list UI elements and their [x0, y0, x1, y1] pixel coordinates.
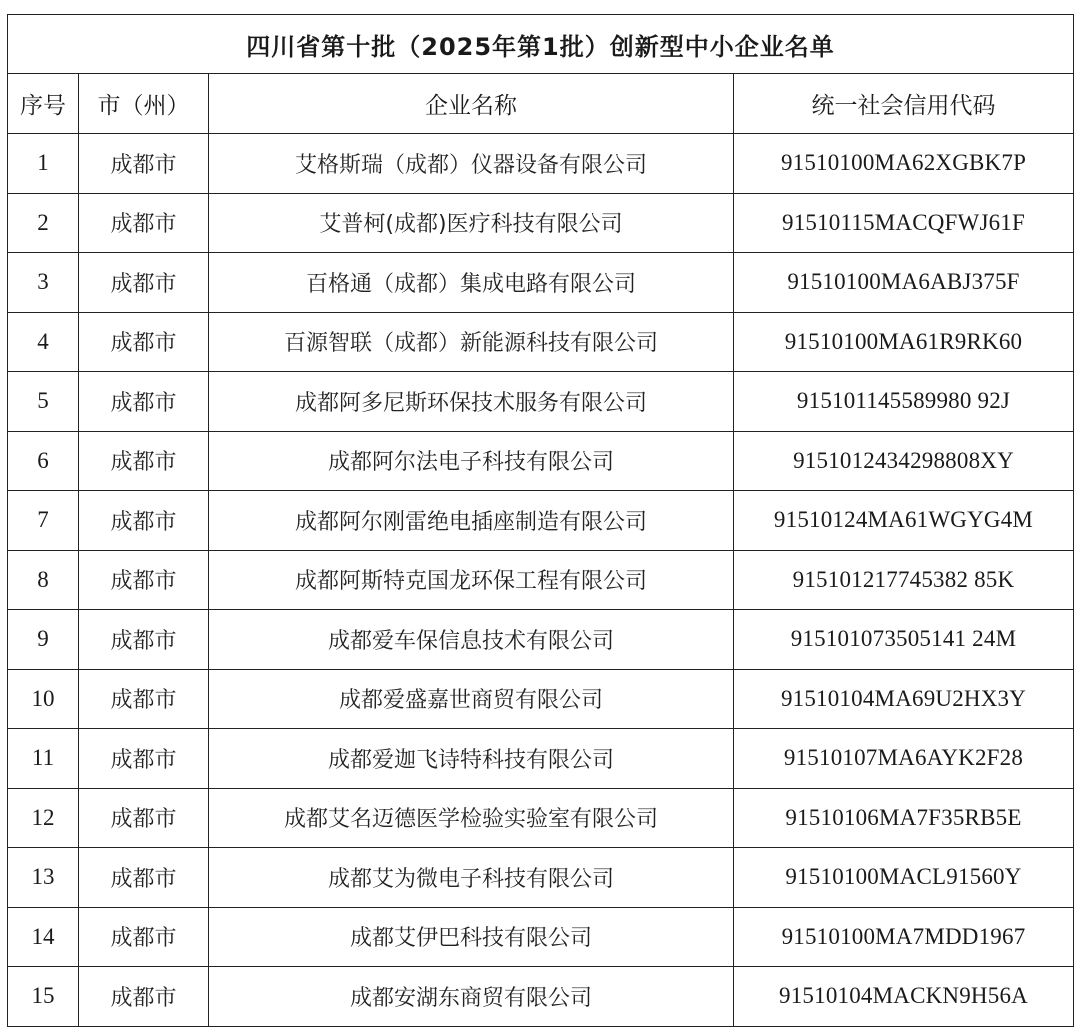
document-sheet: [7, 14, 1073, 1027]
row-company-name: 成都阿尔刚雷绝电插座制造有限公司: [209, 491, 734, 551]
row-city: 成都市: [79, 907, 209, 967]
row-company-name: 成都阿多尼斯环保技术服务有限公司: [209, 372, 734, 432]
row-credit-code: 91510115MACQFWJ61F: [734, 193, 1074, 253]
row-index: 2: [8, 193, 79, 253]
row-company-name: 成都安湖东商贸有限公司: [209, 967, 734, 1027]
row-index: 3: [8, 253, 79, 313]
row-company-name: 成都艾伊巴科技有限公司: [209, 907, 734, 967]
row-company-name: 成都艾为微电子科技有限公司: [209, 848, 734, 908]
row-index: 11: [8, 729, 79, 789]
row-city: 成都市: [79, 788, 209, 848]
row-credit-code: 91510106MA7F35RB5E: [734, 788, 1074, 848]
row-company-name: 成都爱迦飞诗特科技有限公司: [209, 729, 734, 789]
row-company-name: 百格通（成都）集成电路有限公司: [209, 253, 734, 313]
row-company-name: 成都爱车保信息技术有限公司: [209, 610, 734, 670]
row-credit-code: 91510100MACL91560Y: [734, 848, 1074, 908]
row-index: 4: [8, 312, 79, 372]
row-city: 成都市: [79, 134, 209, 194]
table-row: [8, 967, 1074, 1027]
page-title: 四川省第十批（2025年第1批）创新型中小企业名单: [8, 15, 1074, 74]
row-credit-code: 9151012434298808XY: [734, 431, 1074, 491]
row-credit-code: 91510124MA61WGYG4M: [734, 491, 1074, 551]
header-index: 序号: [8, 74, 79, 134]
row-city: 成都市: [79, 193, 209, 253]
table-row: [8, 610, 1074, 670]
row-index: 1: [8, 134, 79, 194]
row-company-name: 成都阿斯特克国龙环保工程有限公司: [209, 550, 734, 610]
row-company-name: 百源智联（成都）新能源科技有限公司: [209, 312, 734, 372]
table-row: [8, 253, 1074, 313]
table-row: [8, 848, 1074, 908]
table-row: [8, 729, 1074, 789]
enterprise-list-table: [7, 14, 1074, 1027]
row-credit-code: 915101217745382 85K: [734, 550, 1074, 610]
row-city: 成都市: [79, 491, 209, 551]
row-city: 成都市: [79, 372, 209, 432]
row-credit-code: 91510100MA61R9RK60: [734, 312, 1074, 372]
row-credit-code: 91510100MA62XGBK7P: [734, 134, 1074, 194]
table-row: [8, 134, 1074, 194]
row-index: 6: [8, 431, 79, 491]
row-index: 14: [8, 907, 79, 967]
row-city: 成都市: [79, 669, 209, 729]
row-index: 12: [8, 788, 79, 848]
row-credit-code: 915101145589980 92J: [734, 372, 1074, 432]
table-row: [8, 193, 1074, 253]
row-index: 8: [8, 550, 79, 610]
row-index: 10: [8, 669, 79, 729]
row-company-name: 成都艾名迈德医学检验实验室有限公司: [209, 788, 734, 848]
table-row: [8, 788, 1074, 848]
table-row: [8, 491, 1074, 551]
row-index: 7: [8, 491, 79, 551]
row-city: 成都市: [79, 312, 209, 372]
row-city: 成都市: [79, 610, 209, 670]
row-city: 成都市: [79, 967, 209, 1027]
row-credit-code: 91510100MA7MDD1967: [734, 907, 1074, 967]
header-row: [8, 74, 1074, 134]
row-company-name: 艾格斯瑞（成都）仪器设备有限公司: [209, 134, 734, 194]
row-company-name: 成都爱盛嘉世商贸有限公司: [209, 669, 734, 729]
row-city: 成都市: [79, 253, 209, 313]
title-row: [8, 15, 1074, 74]
row-credit-code: 91510104MACKN9H56A: [734, 967, 1074, 1027]
row-index: 13: [8, 848, 79, 908]
table-row: [8, 372, 1074, 432]
table-row: [8, 907, 1074, 967]
row-index: 9: [8, 610, 79, 670]
table-row: [8, 550, 1074, 610]
row-city: 成都市: [79, 431, 209, 491]
table-row: [8, 669, 1074, 729]
row-index: 5: [8, 372, 79, 432]
row-city: 成都市: [79, 729, 209, 789]
header-code: 统一社会信用代码: [734, 74, 1074, 134]
row-index: 15: [8, 967, 79, 1027]
row-credit-code: 91510107MA6AYK2F28: [734, 729, 1074, 789]
row-company-name: 成都阿尔法电子科技有限公司: [209, 431, 734, 491]
table-row: [8, 312, 1074, 372]
header-city: 市（州）: [79, 74, 209, 134]
row-city: 成都市: [79, 550, 209, 610]
row-city: 成都市: [79, 848, 209, 908]
row-credit-code: 91510104MA69U2HX3Y: [734, 669, 1074, 729]
header-company: 企业名称: [209, 74, 734, 134]
row-credit-code: 915101073505141 24M: [734, 610, 1074, 670]
row-company-name: 艾普柯(成都)医疗科技有限公司: [209, 193, 734, 253]
table-row: [8, 431, 1074, 491]
row-credit-code: 91510100MA6ABJ375F: [734, 253, 1074, 313]
